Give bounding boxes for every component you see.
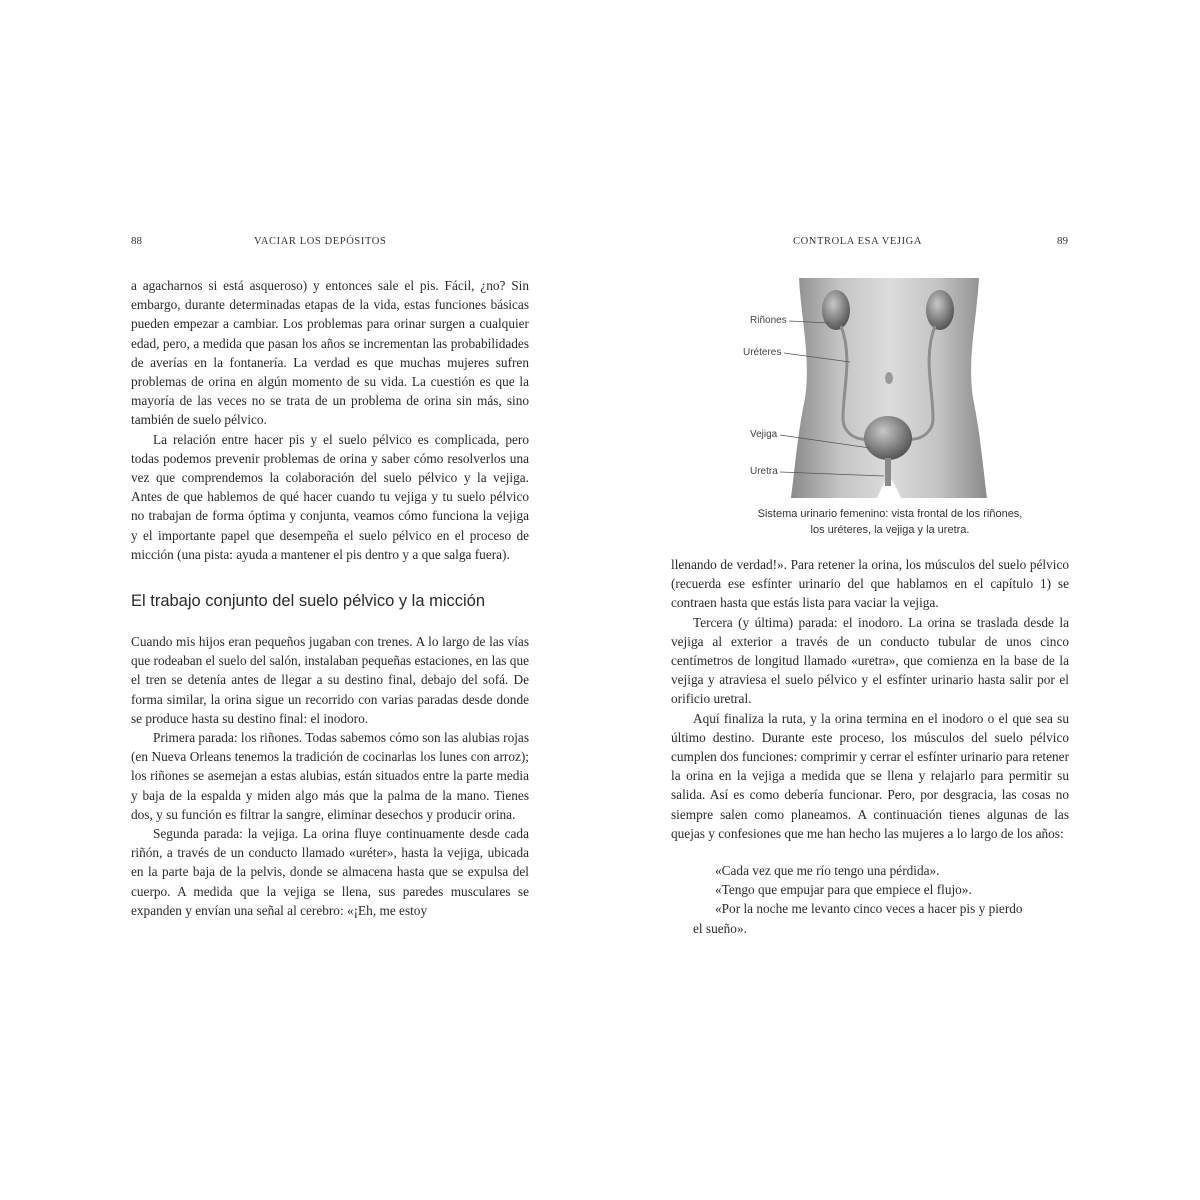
quote-item: «Por la noche me levanto cinco veces a hacer pis y pierdo	[715, 901, 1023, 917]
section-heading: El trabajo conjunto del suelo pélvico y la micción	[131, 592, 486, 610]
figure-caption	[720, 507, 1060, 538]
quote-continuation: el sueño».	[693, 920, 747, 936]
page-number-left: 88	[131, 235, 142, 247]
label-kidneys: Riñones	[750, 315, 787, 326]
caption-line: los uréteres, la vejiga y la uretra.	[810, 523, 970, 536]
paragraph: a agacharnos si está asqueroso) y entonces sale el pis. Fácil, ¿no? Sin embargo, durante determinadas etapas de la vida, estas funciones básicas pueden empezar a cambiar. Los problemas para orinar surgen a cualquier edad, pero, a medida que pasan los años se incrementan las probabilidades de averías en la fontanería. La verdad es que muchas mujeres sufren problemas de orina en algún momento de su vida. La cuestión es que la mayoría de las veces no se trata de un problema de orina sin más, sino también de suelo pélvico.	[131, 278, 529, 428]
label-urethra: Uretra	[750, 466, 778, 477]
quote-list	[671, 861, 1069, 938]
label-ureters: Uréteres	[743, 347, 782, 358]
paragraph: Cuando mis hijos eran pequeños jugaban con trenes. A lo largo de las vías que rodeaban el suelo del salón, instalaban pequeñas estaciones, en las que el tren se detenía antes de llegar a su destino final, debajo del sofá. De forma similar, la orina sigue un recorrido con varias paradas desde donde se produce hasta su destino final: el inodoro.	[131, 634, 529, 726]
paragraph: La relación entre hacer pis y el suelo pélvico es complicada, pero todas podemos prevenir problemas de orina y saber cómo resolverlos una vez que comprendemos la colaboración del suelo pélvico y la vejiga. Antes de que hablemos de qué hacer cuando tu vejiga y tu suelo pélvico no trabajan de forma óptima y conjunta, veamos cómo funciona la vejiga y el importante papel que desempeña el suelo pélvico en el proceso de micción (una pista: ayuda a mantener el pis dentro y a que salga fuera).	[131, 431, 529, 562]
quote-item: «Cada vez que me río tengo una pérdida».	[715, 863, 940, 879]
paragraph: Tercera (y última) parada: el inodoro. La orina se traslada desde la vejiga al exterior a través de un conducto tubular de unos cinco centímetros de longitud llamado «uretra», que comienza en la base de la vejiga y atraviesa el suelo pélvico y el esfínter urinario hasta salir por el orificio uretral.	[671, 614, 1069, 707]
right-page	[600, 0, 1200, 1200]
body-text-right	[671, 555, 1069, 938]
page-number-right: 89	[1057, 235, 1068, 247]
body-text-top	[131, 276, 529, 564]
running-head-left: VACIAR LOS DEPÓSITOS	[254, 236, 387, 247]
paragraph: Aquí finaliza la ruta, y la orina termina en el inodoro o el que sea su último destino. Durante este proceso, los músculos del suelo pélvico cumplen dos funciones: comprimir y cerrar el esfínter urinario para retener la orina en la vejiga a medida que se llena y relajarlo para permitir su salida. Así es como debería funcionar. Pero, por desgracia, las cosas no siempre salen como planeamos. A continuación tienes algunas de las quejas y confesiones que me han hecho las mujeres a lo largo de los años:	[671, 710, 1069, 841]
paragraph: Primera parada: los riñones. Todas sabemos cómo son las alubias rojas (en Nueva Orleans tenemos la tradición de cocinarlas los lunes con arroz); los riñones se asemejan a estas alubias, están situados entre la parte media y baja de la espalda y miden algo más que la palma de la mano. Tienes dos, y su función es filtrar la sangre, eliminar desechos y producir orina.	[131, 730, 529, 822]
caption-line: Sistema urinario femenino: vista frontal de los riñones,	[757, 508, 1023, 520]
label-bladder: Vejiga	[750, 429, 778, 440]
body-text-bottom	[131, 632, 529, 920]
quote-item: «Tengo que empujar para que empiece el flujo».	[715, 882, 972, 898]
paragraph: llenando de verdad!». Para retener la orina, los músculos del suelo pélvico (recuerda ese esfínter urinario del que hablamos en el capítulo 1) se contraen hasta que estás lista para vaciar la vejiga.	[671, 557, 1069, 611]
running-head-right: CONTROLA ESA VEJIGA	[793, 236, 923, 247]
paragraph: Segunda parada: la vejiga. La orina fluye continuamente desde cada riñón, a través de un conducto llamado «uréter», hasta la vejiga, ubicada en la parte baja de la pelvis, donde se almacena hasta que se expulsa del cuerpo. A medida que la vejiga se llena, sus paredes musculares se expanden y envían una señal al cerebro: «¡Eh, me estoy	[131, 826, 529, 918]
